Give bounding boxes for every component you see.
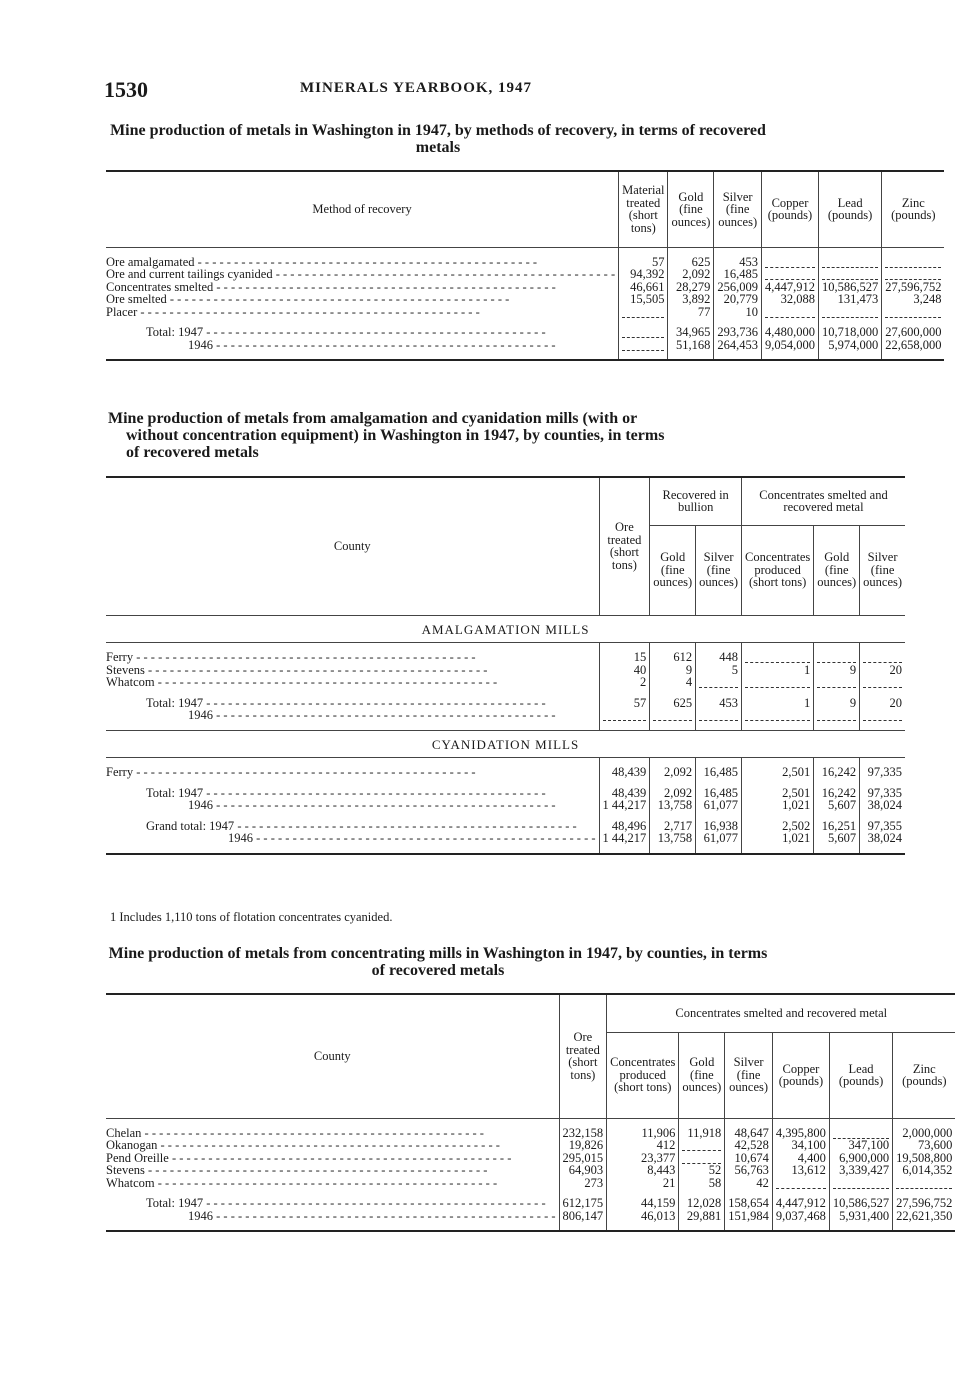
value-cell: 1,021 xyxy=(742,799,814,812)
t1-col-lead: Lead (pounds) xyxy=(818,171,881,247)
value-cell: 61,077 xyxy=(696,832,742,845)
empty-cell xyxy=(619,326,668,339)
row-label-text: 1946 - - - xyxy=(188,1210,556,1223)
table3 xyxy=(106,993,955,1232)
t2-group-concentrates: Concentrates smelted and recovered metal xyxy=(742,477,906,525)
empty-cell xyxy=(882,256,945,269)
row-label xyxy=(106,293,619,306)
value-cell: 4 xyxy=(650,676,696,689)
table-row xyxy=(106,709,905,722)
value-cell: 13,758 xyxy=(650,832,696,845)
empty-cell xyxy=(761,268,818,281)
value-cell: 2,000,000 xyxy=(893,1127,955,1140)
table-row xyxy=(106,326,944,339)
empty-cell xyxy=(829,1177,892,1190)
value-cell: 232,158 xyxy=(559,1127,607,1140)
row-label xyxy=(106,306,619,319)
value-cell: 10,586,527 xyxy=(829,1197,892,1210)
t3-col-county: County xyxy=(106,994,559,1118)
value-cell: 21 xyxy=(607,1177,679,1190)
value-cell: 293,736 xyxy=(714,326,762,339)
row-label xyxy=(106,1210,559,1223)
row-label-text: Total: 1947 - - - xyxy=(146,697,596,710)
value-cell: 19,826 xyxy=(559,1139,607,1152)
value-cell: 16,485 xyxy=(696,766,742,779)
t2-col-ore: Ore treated (short tons) xyxy=(599,477,650,615)
table-row xyxy=(106,799,905,812)
table-row xyxy=(106,1139,955,1152)
value-cell: 2,501 xyxy=(742,766,814,779)
row-label-text: Stevens - - - xyxy=(106,664,596,677)
value-cell: 1 xyxy=(742,697,814,710)
t2-col-conc: Concentrates produced (short tons) xyxy=(742,525,814,615)
t3-col-ore: Ore treated (short tons) xyxy=(559,994,607,1118)
row-label xyxy=(106,1139,559,1152)
table-row xyxy=(106,1164,955,1177)
row-label xyxy=(106,1164,559,1177)
value-cell: 3,339,427 xyxy=(829,1164,892,1177)
table-row xyxy=(106,651,905,664)
empty-cell xyxy=(818,306,881,319)
value-cell: 612 xyxy=(650,651,696,664)
value-cell: 453 xyxy=(714,256,762,269)
value-cell: 44,159 xyxy=(607,1197,679,1210)
empty-cell xyxy=(599,709,650,722)
value-cell: 3,248 xyxy=(882,293,945,306)
table1-title: Mine production of metals in Washington in 1947, by methods of recovery, in terms of recovered metals xyxy=(110,122,766,156)
t1-col-copper: Copper (pounds) xyxy=(761,171,818,247)
row-label xyxy=(106,1177,559,1190)
value-cell: 2,502 xyxy=(742,820,814,833)
empty-cell xyxy=(619,306,668,319)
row-label-text: 1946 - - - xyxy=(188,709,596,722)
table-row xyxy=(106,676,905,689)
t1-col-zinc: Zinc (pounds) xyxy=(882,171,945,247)
row-label xyxy=(106,268,619,281)
running-title: MINERALS YEARBOOK, 1947 xyxy=(300,80,533,96)
t3-col-copper: Copper (pounds) xyxy=(772,1032,829,1118)
table-row xyxy=(106,306,944,319)
value-cell: 2,092 xyxy=(650,766,696,779)
value-cell: 94,392 xyxy=(619,268,668,281)
value-cell: 46,661 xyxy=(619,281,668,294)
value-cell: 11,906 xyxy=(607,1127,679,1140)
value-cell: 34,100 xyxy=(772,1139,829,1152)
value-cell: 29,881 xyxy=(679,1210,725,1223)
value-cell: 27,596,752 xyxy=(882,281,945,294)
row-label-text: 1946 - - - xyxy=(188,339,615,352)
empty-cell xyxy=(772,1177,829,1190)
value-cell: 4,447,912 xyxy=(772,1197,829,1210)
empty-cell xyxy=(860,651,905,664)
value-cell: 23,377 xyxy=(607,1152,679,1165)
value-cell: 6,014,352 xyxy=(893,1164,955,1177)
row-label-text: Ore and current tailings cyanided - - - xyxy=(106,268,615,281)
row-label-text: Pend Oreille - - - xyxy=(106,1152,556,1165)
empty-cell xyxy=(814,651,860,664)
row-label-text: Ore smelted - - - xyxy=(106,293,615,306)
row-label xyxy=(106,1197,559,1210)
value-cell: 16,242 xyxy=(814,766,860,779)
value-cell: 46,013 xyxy=(607,1210,679,1223)
value-cell: 19,508,800 xyxy=(893,1152,955,1165)
table2-footnote: 1 Includes 1,110 tons of flotation concentrates cyanided. xyxy=(110,910,393,924)
t2-group-bullion: Recovered in bullion xyxy=(650,477,742,525)
table-row xyxy=(106,1197,955,1210)
t2-col-county: County xyxy=(106,477,599,615)
value-cell: 151,984 xyxy=(725,1210,773,1223)
value-cell: 61,077 xyxy=(696,799,742,812)
value-cell: 256,009 xyxy=(714,281,762,294)
value-cell: 16,242 xyxy=(814,787,860,800)
value-cell: 131,473 xyxy=(818,293,881,306)
value-cell: 97,335 xyxy=(860,766,905,779)
value-cell: 38,024 xyxy=(860,832,905,845)
value-cell: 15,505 xyxy=(619,293,668,306)
empty-cell xyxy=(882,306,945,319)
row-label-text: Whatcom - - - xyxy=(106,1177,556,1190)
row-label xyxy=(106,832,599,845)
value-cell: 10,718,000 xyxy=(818,326,881,339)
table2-title xyxy=(108,410,768,461)
value-cell: 42 xyxy=(725,1177,773,1190)
t2-col-gold: Gold (fine ounces) xyxy=(650,525,696,615)
value-cell: 38,024 xyxy=(860,799,905,812)
table3-title: Mine production of metals from concentrating mills in Washington in 1947, by counties, in terms of recovered metals xyxy=(108,945,768,979)
value-cell: 295,015 xyxy=(559,1152,607,1165)
value-cell: 412 xyxy=(607,1139,679,1152)
value-cell: 11,918 xyxy=(679,1127,725,1140)
row-label xyxy=(106,651,599,664)
t3-group-concentrates: Concentrates smelted and recovered metal xyxy=(607,994,955,1032)
value-cell: 16,251 xyxy=(814,820,860,833)
value-cell: 347,100 xyxy=(829,1139,892,1152)
value-cell: 64,903 xyxy=(559,1164,607,1177)
table2-title-line: Mine production of metals from amalgamation and cyanidation mills (with or xyxy=(108,410,638,427)
empty-cell xyxy=(860,709,905,722)
row-label-text: 1946 - - - xyxy=(228,832,596,845)
table-row xyxy=(106,832,905,845)
row-label-text: Placer - - - xyxy=(106,306,615,319)
row-label-text: Okanogan - - - xyxy=(106,1139,556,1152)
row-label-text: Chelan - - - xyxy=(106,1127,556,1140)
row-label-text: 1946 - - - xyxy=(188,799,596,812)
page-number: 1530 xyxy=(104,77,148,102)
row-label xyxy=(106,799,599,812)
table1 xyxy=(106,170,944,361)
value-cell: 22,658,000 xyxy=(882,339,945,352)
row-label-text: Ferry - - - xyxy=(106,651,596,664)
value-cell: 9,037,468 xyxy=(772,1210,829,1223)
value-cell: 5,607 xyxy=(814,799,860,812)
value-cell: 2,717 xyxy=(650,820,696,833)
value-cell: 9,054,000 xyxy=(761,339,818,352)
value-cell: 32,088 xyxy=(761,293,818,306)
value-cell: 9 xyxy=(814,697,860,710)
t2-col-csilver: Silver (fine ounces) xyxy=(860,525,905,615)
empty-cell xyxy=(650,709,696,722)
empty-cell xyxy=(696,676,742,689)
value-cell: 6,900,000 xyxy=(829,1152,892,1165)
value-cell: 58 xyxy=(679,1177,725,1190)
empty-cell xyxy=(742,676,814,689)
value-cell: 42,528 xyxy=(725,1139,773,1152)
value-cell: 3,892 xyxy=(668,293,714,306)
value-cell: 10 xyxy=(714,306,762,319)
value-cell: 5,931,400 xyxy=(829,1210,892,1223)
t3-col-conc: Concentrates produced (short tons) xyxy=(607,1032,679,1118)
value-cell: 1 44,217 xyxy=(599,832,650,845)
row-label-text: Total: 1947 - - - xyxy=(146,787,596,800)
value-cell: 73,600 xyxy=(893,1139,955,1152)
row-label xyxy=(106,326,619,339)
table-row xyxy=(106,339,944,352)
empty-cell xyxy=(679,1139,725,1152)
table2 xyxy=(106,476,905,855)
value-cell: 1,021 xyxy=(742,832,814,845)
value-cell: 9 xyxy=(814,664,860,677)
value-cell: 1 xyxy=(742,664,814,677)
value-cell: 158,654 xyxy=(725,1197,773,1210)
value-cell: 27,596,752 xyxy=(893,1197,955,1210)
row-label-text: Stevens - - - xyxy=(106,1164,556,1177)
value-cell: 22,621,350 xyxy=(893,1210,955,1223)
empty-cell xyxy=(742,709,814,722)
empty-cell xyxy=(893,1177,955,1190)
table2-title-line: without concentration equipment) in Washington in 1947, by counties, in terms xyxy=(126,427,665,444)
empty-cell xyxy=(818,256,881,269)
value-cell: 16,485 xyxy=(714,268,762,281)
value-cell: 5 xyxy=(696,664,742,677)
empty-cell xyxy=(882,268,945,281)
value-cell: 9 xyxy=(650,664,696,677)
value-cell: 51,168 xyxy=(668,339,714,352)
value-cell: 806,147 xyxy=(559,1210,607,1223)
row-label xyxy=(106,339,619,352)
row-label-text: Grand total: 1947 - - - xyxy=(146,820,596,833)
value-cell: 2 xyxy=(599,676,650,689)
t3-col-silver: Silver (fine ounces) xyxy=(725,1032,773,1118)
row-label xyxy=(106,766,599,779)
value-cell: 2,501 xyxy=(742,787,814,800)
value-cell: 15 xyxy=(599,651,650,664)
value-cell: 4,480,000 xyxy=(761,326,818,339)
value-cell: 8,443 xyxy=(607,1164,679,1177)
row-label-text: Ore amalgamated - - - xyxy=(106,256,615,269)
value-cell: 13,612 xyxy=(772,1164,829,1177)
value-cell: 57 xyxy=(599,697,650,710)
page-header xyxy=(104,77,784,101)
row-label-text: Whatcom - - - xyxy=(106,676,596,689)
row-label-text: Total: 1947 - - - xyxy=(146,1197,556,1210)
value-cell: 48,439 xyxy=(599,787,650,800)
empty-cell xyxy=(696,709,742,722)
value-cell: 10,674 xyxy=(725,1152,773,1165)
row-label-text: Total: 1947 - - - xyxy=(146,326,615,339)
value-cell: 4,447,912 xyxy=(761,281,818,294)
empty-cell xyxy=(814,709,860,722)
empty-cell xyxy=(742,651,814,664)
empty-cell xyxy=(860,676,905,689)
value-cell: 625 xyxy=(650,697,696,710)
t1-col-silver: Silver (fine ounces) xyxy=(714,171,762,247)
value-cell: 34,965 xyxy=(668,326,714,339)
empty-cell xyxy=(761,306,818,319)
row-label xyxy=(106,709,599,722)
value-cell: 28,279 xyxy=(668,281,714,294)
value-cell: 48,496 xyxy=(599,820,650,833)
value-cell: 48,439 xyxy=(599,766,650,779)
value-cell: 264,453 xyxy=(714,339,762,352)
value-cell: 5,607 xyxy=(814,832,860,845)
empty-cell xyxy=(814,676,860,689)
empty-cell xyxy=(761,256,818,269)
table-row xyxy=(106,1177,955,1190)
value-cell: 16,938 xyxy=(696,820,742,833)
value-cell: 448 xyxy=(696,651,742,664)
value-cell: 52 xyxy=(679,1164,725,1177)
value-cell: 56,763 xyxy=(725,1164,773,1177)
value-cell: 97,355 xyxy=(860,820,905,833)
value-cell: 97,335 xyxy=(860,787,905,800)
value-cell: 625 xyxy=(668,256,714,269)
value-cell: 5,974,000 xyxy=(818,339,881,352)
t1-col-gold: Gold (fine ounces) xyxy=(668,171,714,247)
value-cell: 77 xyxy=(668,306,714,319)
value-cell: 27,600,000 xyxy=(882,326,945,339)
t3-col-zinc: Zinc (pounds) xyxy=(893,1032,955,1118)
value-cell: 12,028 xyxy=(679,1197,725,1210)
row-label-text: Ferry - - - xyxy=(106,766,596,779)
row-label xyxy=(106,676,599,689)
empty-cell xyxy=(619,339,668,352)
value-cell: 48,647 xyxy=(725,1127,773,1140)
value-cell: 16,485 xyxy=(696,787,742,800)
t3-col-gold: Gold (fine ounces) xyxy=(679,1032,725,1118)
value-cell: 1 44,217 xyxy=(599,799,650,812)
value-cell: 40 xyxy=(599,664,650,677)
empty-cell xyxy=(818,268,881,281)
amalgamation-heading: AMALGAMATION MILLS xyxy=(106,615,905,643)
value-cell: 20 xyxy=(860,664,905,677)
table-row xyxy=(106,766,905,779)
value-cell: 20,779 xyxy=(714,293,762,306)
value-cell: 273 xyxy=(559,1177,607,1190)
t2-col-cgold: Gold (fine ounces) xyxy=(814,525,860,615)
value-cell: 4,395,800 xyxy=(772,1127,829,1140)
t2-col-silver: Silver (fine ounces) xyxy=(696,525,742,615)
value-cell: 13,758 xyxy=(650,799,696,812)
value-cell: 4,400 xyxy=(772,1152,829,1165)
value-cell: 10,586,527 xyxy=(818,281,881,294)
t1-col-material: Material treated (short tons) xyxy=(619,171,668,247)
value-cell: 2,092 xyxy=(668,268,714,281)
table-row xyxy=(106,1210,955,1223)
table2-title-line: of recovered metals xyxy=(126,444,259,461)
t1-col-method: Method of recovery xyxy=(312,202,412,216)
value-cell: 612,175 xyxy=(559,1197,607,1210)
table-row xyxy=(106,293,944,306)
cyanidation-heading: CYANIDATION MILLS xyxy=(106,730,905,758)
value-cell: 453 xyxy=(696,697,742,710)
t3-col-lead: Lead (pounds) xyxy=(829,1032,892,1118)
value-cell: 57 xyxy=(619,256,668,269)
value-cell: 20 xyxy=(860,697,905,710)
table-row xyxy=(106,268,944,281)
value-cell: 2,092 xyxy=(650,787,696,800)
row-label-text: Concentrates smelted - - - xyxy=(106,281,615,294)
